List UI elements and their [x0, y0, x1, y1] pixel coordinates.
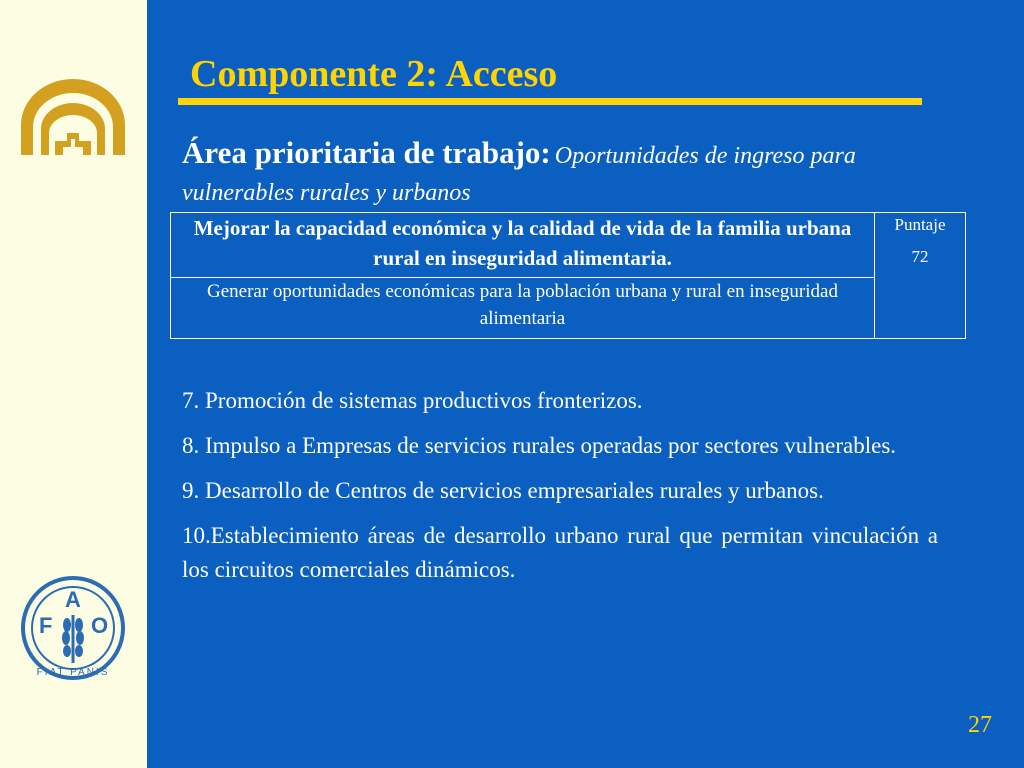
priority-area	[182, 136, 942, 213]
institution-logo-icon	[17, 75, 129, 157]
title-underline	[178, 98, 922, 105]
score-value: 72	[911, 247, 929, 266]
objective-table	[170, 212, 966, 339]
fao-letter-o: O	[91, 613, 109, 638]
action-list	[182, 384, 938, 598]
page-number: 27	[968, 712, 992, 738]
priority-area-value: Oportunidades de ingreso para vulnerables rurales y urbanos	[182, 143, 856, 206]
generate-row	[171, 278, 966, 339]
fao-letter-f: F	[39, 613, 53, 638]
list-item: 10.Establecimiento áreas de desarrollo urbano rural que permitan vinculación a los circuitos comerciales dinámicos.	[182, 523, 938, 582]
score-label: Puntaje	[894, 215, 946, 234]
logo-sidebar	[0, 0, 147, 768]
objective-cell: Mejorar la capacidad económica y la calidad de vida de la familia urbana rural en inseguridad alimentaria.	[171, 213, 875, 278]
generate-cell: Generar oportunidades económicas para la población urbana y rural en inseguridad alimentaria	[171, 278, 875, 339]
list-item: 8. Impulso a Empresas de servicios rurales operadas por sectores vulnerables.	[182, 433, 897, 458]
fao-motto: FIAT PANIS	[36, 667, 110, 678]
objective-row	[171, 213, 966, 278]
fao-logo-icon	[20, 575, 126, 681]
slide-title: Componente 2: Acceso	[190, 53, 558, 95]
score-cell	[875, 213, 966, 339]
list-item: 9. Desarrollo de Centros de servicios empresariales rurales y urbanos.	[182, 478, 824, 503]
fao-letter-a: A	[65, 587, 81, 612]
priority-area-label: Área prioritaria de trabajo:	[182, 135, 551, 170]
list-item: 7. Promoción de sistemas productivos fronterizos.	[182, 388, 643, 413]
